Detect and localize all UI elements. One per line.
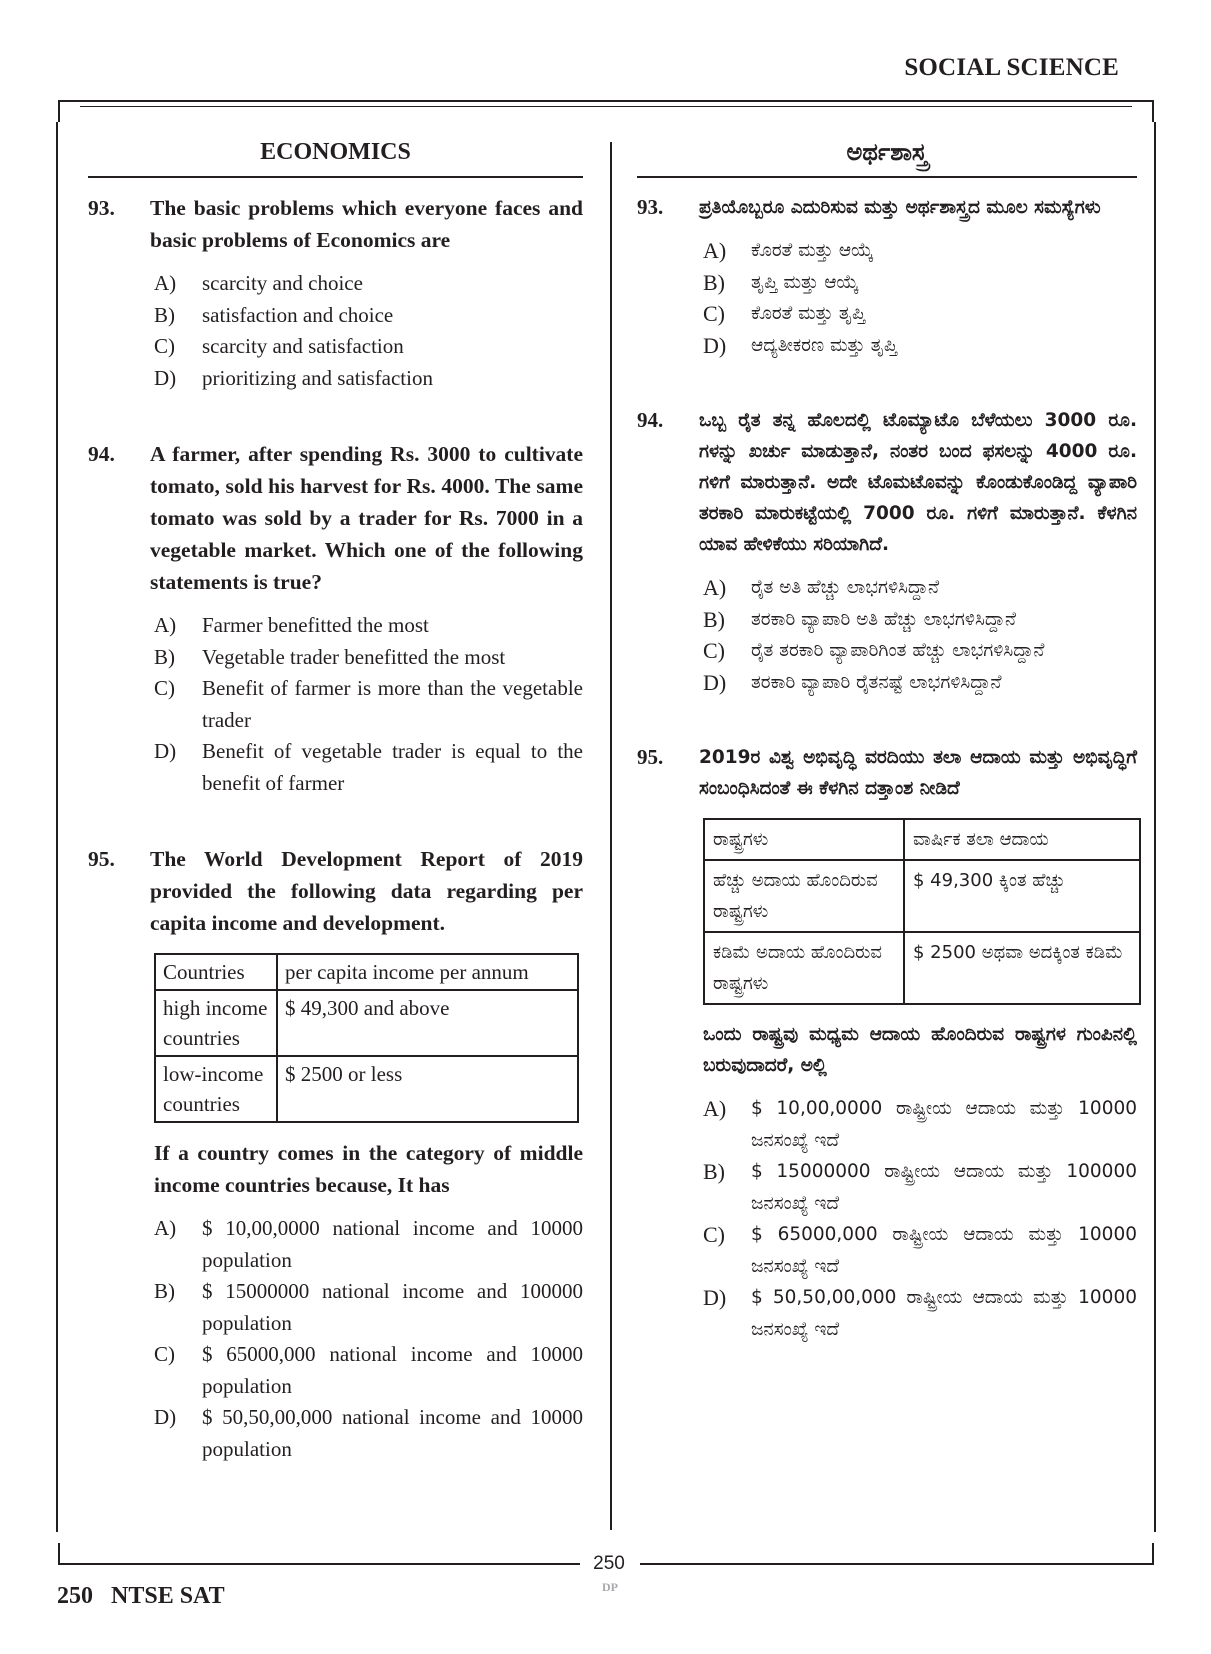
frame-corner-top-left bbox=[58, 100, 80, 122]
option-text: ರೈತ ತರಕಾರಿ ವ್ಯಾಪಾರಿಗಿಂತ ಹೆಚ್ಚು ಲಾಭಗಳಿಸಿದ್ದಾನೆ bbox=[751, 640, 1045, 661]
table-row bbox=[704, 932, 1140, 1004]
question-followup-text: If a country comes in the category of middle income countries because, It has bbox=[154, 1141, 583, 1197]
option-c bbox=[703, 1219, 1137, 1282]
frame-corner-bottom-right bbox=[1132, 1543, 1154, 1565]
income-data-table bbox=[154, 953, 579, 1123]
option-d bbox=[703, 1282, 1137, 1345]
option-text: scarcity and satisfaction bbox=[202, 334, 404, 358]
table-header-row bbox=[704, 819, 1140, 860]
option-text: satisfaction and choice bbox=[202, 302, 394, 327]
option-letter: B) bbox=[703, 1159, 725, 1184]
table-header-cell: Countries bbox=[155, 954, 277, 990]
option-text: $ 15000000 national income and 100000 population bbox=[202, 1279, 583, 1335]
income-data-table bbox=[703, 818, 1141, 1005]
options-list bbox=[703, 1093, 1137, 1345]
option-d bbox=[154, 363, 583, 395]
question-number: 94. bbox=[637, 408, 664, 432]
options-list bbox=[154, 268, 583, 394]
question-94-en bbox=[88, 438, 583, 799]
table-header-cell: per capita income per annum bbox=[277, 954, 578, 990]
option-letter: C) bbox=[703, 301, 725, 326]
option-a bbox=[703, 235, 1137, 267]
option-text: Benefit of vegetable trader is equal to the benefit of farmer bbox=[202, 739, 583, 795]
options-list bbox=[154, 1213, 583, 1465]
kannada-column bbox=[637, 136, 1137, 1389]
option-a bbox=[154, 610, 583, 642]
table-row bbox=[155, 990, 578, 1056]
question-93-kn bbox=[637, 192, 1137, 361]
option-b bbox=[154, 300, 583, 332]
page-footer-label: 250 NTSE SAT bbox=[57, 1583, 225, 1609]
option-text: ಕೊರತೆ ಮತ್ತು ತೃಪ್ತಿ bbox=[751, 303, 866, 324]
frame-bottom-left-line bbox=[80, 1563, 580, 1565]
option-letter: D) bbox=[703, 1285, 727, 1310]
option-text: ರೈತ ಅತಿ ಹೆಚ್ಚು ಲಾಭಗಳಿಸಿದ್ದಾನೆ bbox=[751, 577, 940, 598]
option-c bbox=[154, 673, 583, 736]
page-header-subject: SOCIAL SCIENCE bbox=[904, 54, 1119, 81]
column-divider bbox=[610, 142, 612, 1530]
option-letter: C) bbox=[703, 638, 725, 663]
table-row bbox=[155, 1056, 578, 1122]
option-letter: B) bbox=[703, 606, 725, 632]
option-text: Benefit of farmer is more than the vegetable trader bbox=[202, 676, 583, 732]
question-number: 94. bbox=[88, 442, 115, 466]
option-d bbox=[154, 1402, 583, 1465]
table-cell: $ 49,300 and above bbox=[277, 990, 578, 1056]
frame-left-line bbox=[56, 122, 58, 1532]
question-95-en bbox=[88, 843, 583, 1465]
question-93-en bbox=[88, 192, 583, 394]
question-text: 2019ರ ವಿಶ್ವ ಅಭಿವೃದ್ಧಿ ವರದಿಯು ತಲಾ ಆದಾಯ ಮತ್ತು ಅಭಿವೃದ್ಧಿಗೆ ಸಂಬಂಧಿಸಿದಂತೆ ಈ ಕೆಳಗಿನ ದತ್ತಾಂಶ ನೀಡಿದೆ bbox=[699, 747, 1137, 799]
option-text: ತರಕಾರಿ ವ್ಯಾಪಾರಿ ರೈತನಷ್ಟೆ ಲಾಭಗಳಿಸಿದ್ದಾನೆ bbox=[751, 671, 1002, 693]
english-section-title: ECONOMICS bbox=[88, 136, 583, 178]
options-list bbox=[703, 235, 1137, 361]
option-b bbox=[703, 604, 1137, 636]
option-b bbox=[154, 1276, 583, 1339]
option-text: scarcity and choice bbox=[202, 271, 363, 295]
page-number: 250 bbox=[587, 1553, 631, 1575]
option-c bbox=[703, 298, 1137, 330]
question-text: The basic problems which everyone faces and basic problems of Economics are bbox=[150, 196, 583, 252]
table-cell: $ 49,300 ಕ್ಕಿಂತ ಹೆಚ್ಚು bbox=[904, 860, 1140, 932]
question-text: A farmer, after spending Rs. 3000 to cultivate tomato, sold his harvest for Rs. 4000. The same tomato was sold by a trader for Rs. 7000 in a vegetable market. Which one of the following statements is true? bbox=[150, 442, 583, 594]
option-text: $ 65000,000 ರಾಷ್ಟ್ರೀಯ ಆದಾಯ ಮತ್ತು 10000 ಜನಸಂಖ್ಯೆ ಇದೆ bbox=[751, 1224, 1137, 1277]
frame-top-line bbox=[80, 100, 1132, 102]
table-header-row bbox=[155, 954, 578, 990]
question-number: 93. bbox=[88, 196, 115, 220]
option-letter: A) bbox=[703, 1096, 727, 1121]
kannada-section-title: ಅರ್ಥಶಾಸ್ತ್ರ bbox=[637, 136, 1137, 178]
option-b bbox=[703, 1156, 1137, 1219]
question-text: ಒಬ್ಬ ರೈತ ತನ್ನ ಹೊಲದಲ್ಲಿ ಟೊಮ್ಯಾಟೊ ಬೆಳೆಯಲು 3000 ರೂ. ಗಳನ್ನು ಖರ್ಚು ಮಾಡುತ್ತಾನೆ, ನಂತರ ಬಂದ ಫಸಲನ್ನು 4000 ರೂ. ಗಳಿಗೆ ಮಾರುತ್ತಾನೆ. ಅದೇ ಟೊಮಟೊವನ್ನು ಕೊಂಡುಕೊಂಡಿದ್ದ ವ್ಯಾಪಾರಿ ತರಕಾರಿ ಮಾರುಕಟ್ಟೆಯಲ್ಲಿ 7000 ರೂ. ಗಳಿಗೆ ಮಾರುತ್ತಾನೆ. ಕೆಳಗಿನ ಯಾವ ಹೇಳಿಕೆಯು ಸರಿಯಾಗಿದೆ. bbox=[699, 410, 1137, 555]
table-header-cell: ರಾಷ್ಟ್ರಗಳು bbox=[704, 819, 904, 860]
option-a bbox=[703, 1093, 1137, 1156]
options-list bbox=[154, 610, 583, 799]
frame-corner-bottom-left bbox=[58, 1543, 80, 1565]
table-cell: ಕಡಿಮೆ ಅದಾಯ ಹೊಂದಿರುವ ರಾಷ್ಟ್ರಗಳು bbox=[704, 932, 904, 1004]
option-letter: A) bbox=[703, 575, 727, 600]
table-cell: ಹೆಚ್ಚು ಅದಾಯ ಹೊಂದಿರುವ ರಾಷ್ಟ್ರಗಳು bbox=[704, 860, 904, 932]
option-c bbox=[154, 331, 583, 363]
option-letter: D) bbox=[703, 669, 727, 695]
option-text: ತರಕಾರಿ ವ್ಯಾಪಾರಿ ಅತಿ ಹೆಚ್ಚು ಲಾಭಗಳಿಸಿದ್ದಾನೆ bbox=[751, 608, 1017, 630]
option-text: $ 10,00,0000 ರಾಷ್ಟ್ರೀಯ ಆದಾಯ ಮತ್ತು 10000 ಜನಸಂಖ್ಯೆ ಇದೆ bbox=[751, 1098, 1137, 1151]
option-letter: C) bbox=[154, 334, 175, 358]
option-letter: A) bbox=[154, 613, 177, 637]
option-d bbox=[703, 667, 1137, 699]
option-text: $ 65000,000 national income and 10000 population bbox=[202, 1342, 583, 1398]
question-95-kn bbox=[637, 742, 1137, 1345]
option-a bbox=[154, 1213, 583, 1276]
table-cell: high income countries bbox=[155, 990, 277, 1056]
options-list bbox=[703, 572, 1137, 698]
table-cell: $ 2500 ಅಥವಾ ಅದಕ್ಕಿಂತ ಕಡಿಮೆ bbox=[904, 932, 1140, 1004]
table-cell: low-income countries bbox=[155, 1056, 277, 1122]
option-text: prioritizing and satisfaction bbox=[202, 365, 433, 390]
option-text: Farmer benefitted the most bbox=[202, 613, 429, 637]
option-text: $ 10,00,0000 national income and 10000 population bbox=[202, 1216, 583, 1272]
question-text: The World Development Report of 2019 provided the following data regarding per capita income and development. bbox=[150, 847, 583, 935]
option-letter: C) bbox=[703, 1222, 725, 1247]
option-letter: D) bbox=[703, 332, 727, 358]
option-text: ಆದ್ಯತೀಕರಣ ಮತ್ತು ತೃಪ್ತಿ bbox=[751, 334, 898, 356]
option-b bbox=[703, 267, 1137, 299]
option-d bbox=[154, 736, 583, 799]
option-letter: C) bbox=[154, 1342, 175, 1366]
option-letter: B) bbox=[154, 1279, 175, 1303]
option-letter: A) bbox=[703, 238, 727, 263]
option-b bbox=[154, 642, 583, 674]
table-header-cell: ವಾರ್ಷಿಕ ತಲಾ ಆದಾಯ bbox=[904, 819, 1140, 860]
option-c bbox=[703, 635, 1137, 667]
option-text: ಕೊರತೆ ಮತ್ತು ಆಯ್ಕೆ bbox=[751, 240, 874, 261]
option-a bbox=[703, 572, 1137, 604]
option-text: ತೃಪ್ತಿ ಮತ್ತು ಆಯ್ಕೆ bbox=[751, 271, 859, 293]
option-letter: B) bbox=[154, 644, 175, 669]
question-number: 95. bbox=[637, 745, 664, 769]
option-d bbox=[703, 330, 1137, 362]
option-text: $ 15000000 ರಾಷ್ಟ್ರೀಯ ಆದಾಯ ಮತ್ತು 100000 ಜನಸಂಖ್ಯೆ ಇದೆ bbox=[751, 1161, 1137, 1214]
question-followup-text: ಒಂದು ರಾಷ್ಟ್ರವು ಮಧ್ಯಮ ಆದಾಯ ಹೊಂದಿರುವ ರಾಷ್ಟ್ರಗಳ ಗುಂಪಿನಲ್ಲಿ ಬರುವುದಾದರೆ, ಅಲ್ಲಿ bbox=[703, 1024, 1137, 1076]
question-number: 93. bbox=[637, 195, 664, 219]
option-c bbox=[154, 1339, 583, 1402]
table-row bbox=[704, 860, 1140, 932]
option-letter: D) bbox=[154, 739, 177, 763]
frame-right-line bbox=[1154, 122, 1156, 1532]
frame-corner-top-right bbox=[1132, 100, 1154, 122]
option-letter: A) bbox=[154, 271, 177, 295]
option-letter: B) bbox=[154, 302, 175, 327]
option-letter: C) bbox=[154, 676, 175, 700]
option-text: $ 50,50,00,000 national income and 10000 population bbox=[202, 1405, 583, 1461]
option-letter: D) bbox=[154, 365, 177, 390]
frame-bottom-right-line bbox=[640, 1563, 1132, 1565]
option-letter: D) bbox=[154, 1405, 177, 1429]
option-text: Vegetable trader benefitted the most bbox=[202, 644, 506, 669]
table-cell: $ 2500 or less bbox=[277, 1056, 578, 1122]
option-letter: A) bbox=[154, 1216, 177, 1240]
question-94-kn bbox=[637, 405, 1137, 698]
question-number: 95. bbox=[88, 847, 115, 871]
frame-top-inner-line bbox=[80, 106, 1132, 107]
option-a bbox=[154, 268, 583, 300]
option-text: $ 50,50,00,000 ರಾಷ್ಟ್ರೀಯ ಆದಾಯ ಮತ್ತು 10000 ಜನಸಂಖ್ಯೆ ಇದೆ bbox=[751, 1287, 1137, 1340]
question-text: ಪ್ರತಿಯೊಬ್ಬರೂ ಎದುರಿಸುವ ಮತ್ತು ಅರ್ಥಶಾಸ್ತ್ರದ ಮೂಲ ಸಮಸ್ಯೆಗಳು bbox=[699, 197, 1101, 218]
english-column bbox=[88, 136, 583, 1509]
option-letter: B) bbox=[703, 269, 725, 295]
printer-mark: DP bbox=[602, 1580, 618, 1594]
